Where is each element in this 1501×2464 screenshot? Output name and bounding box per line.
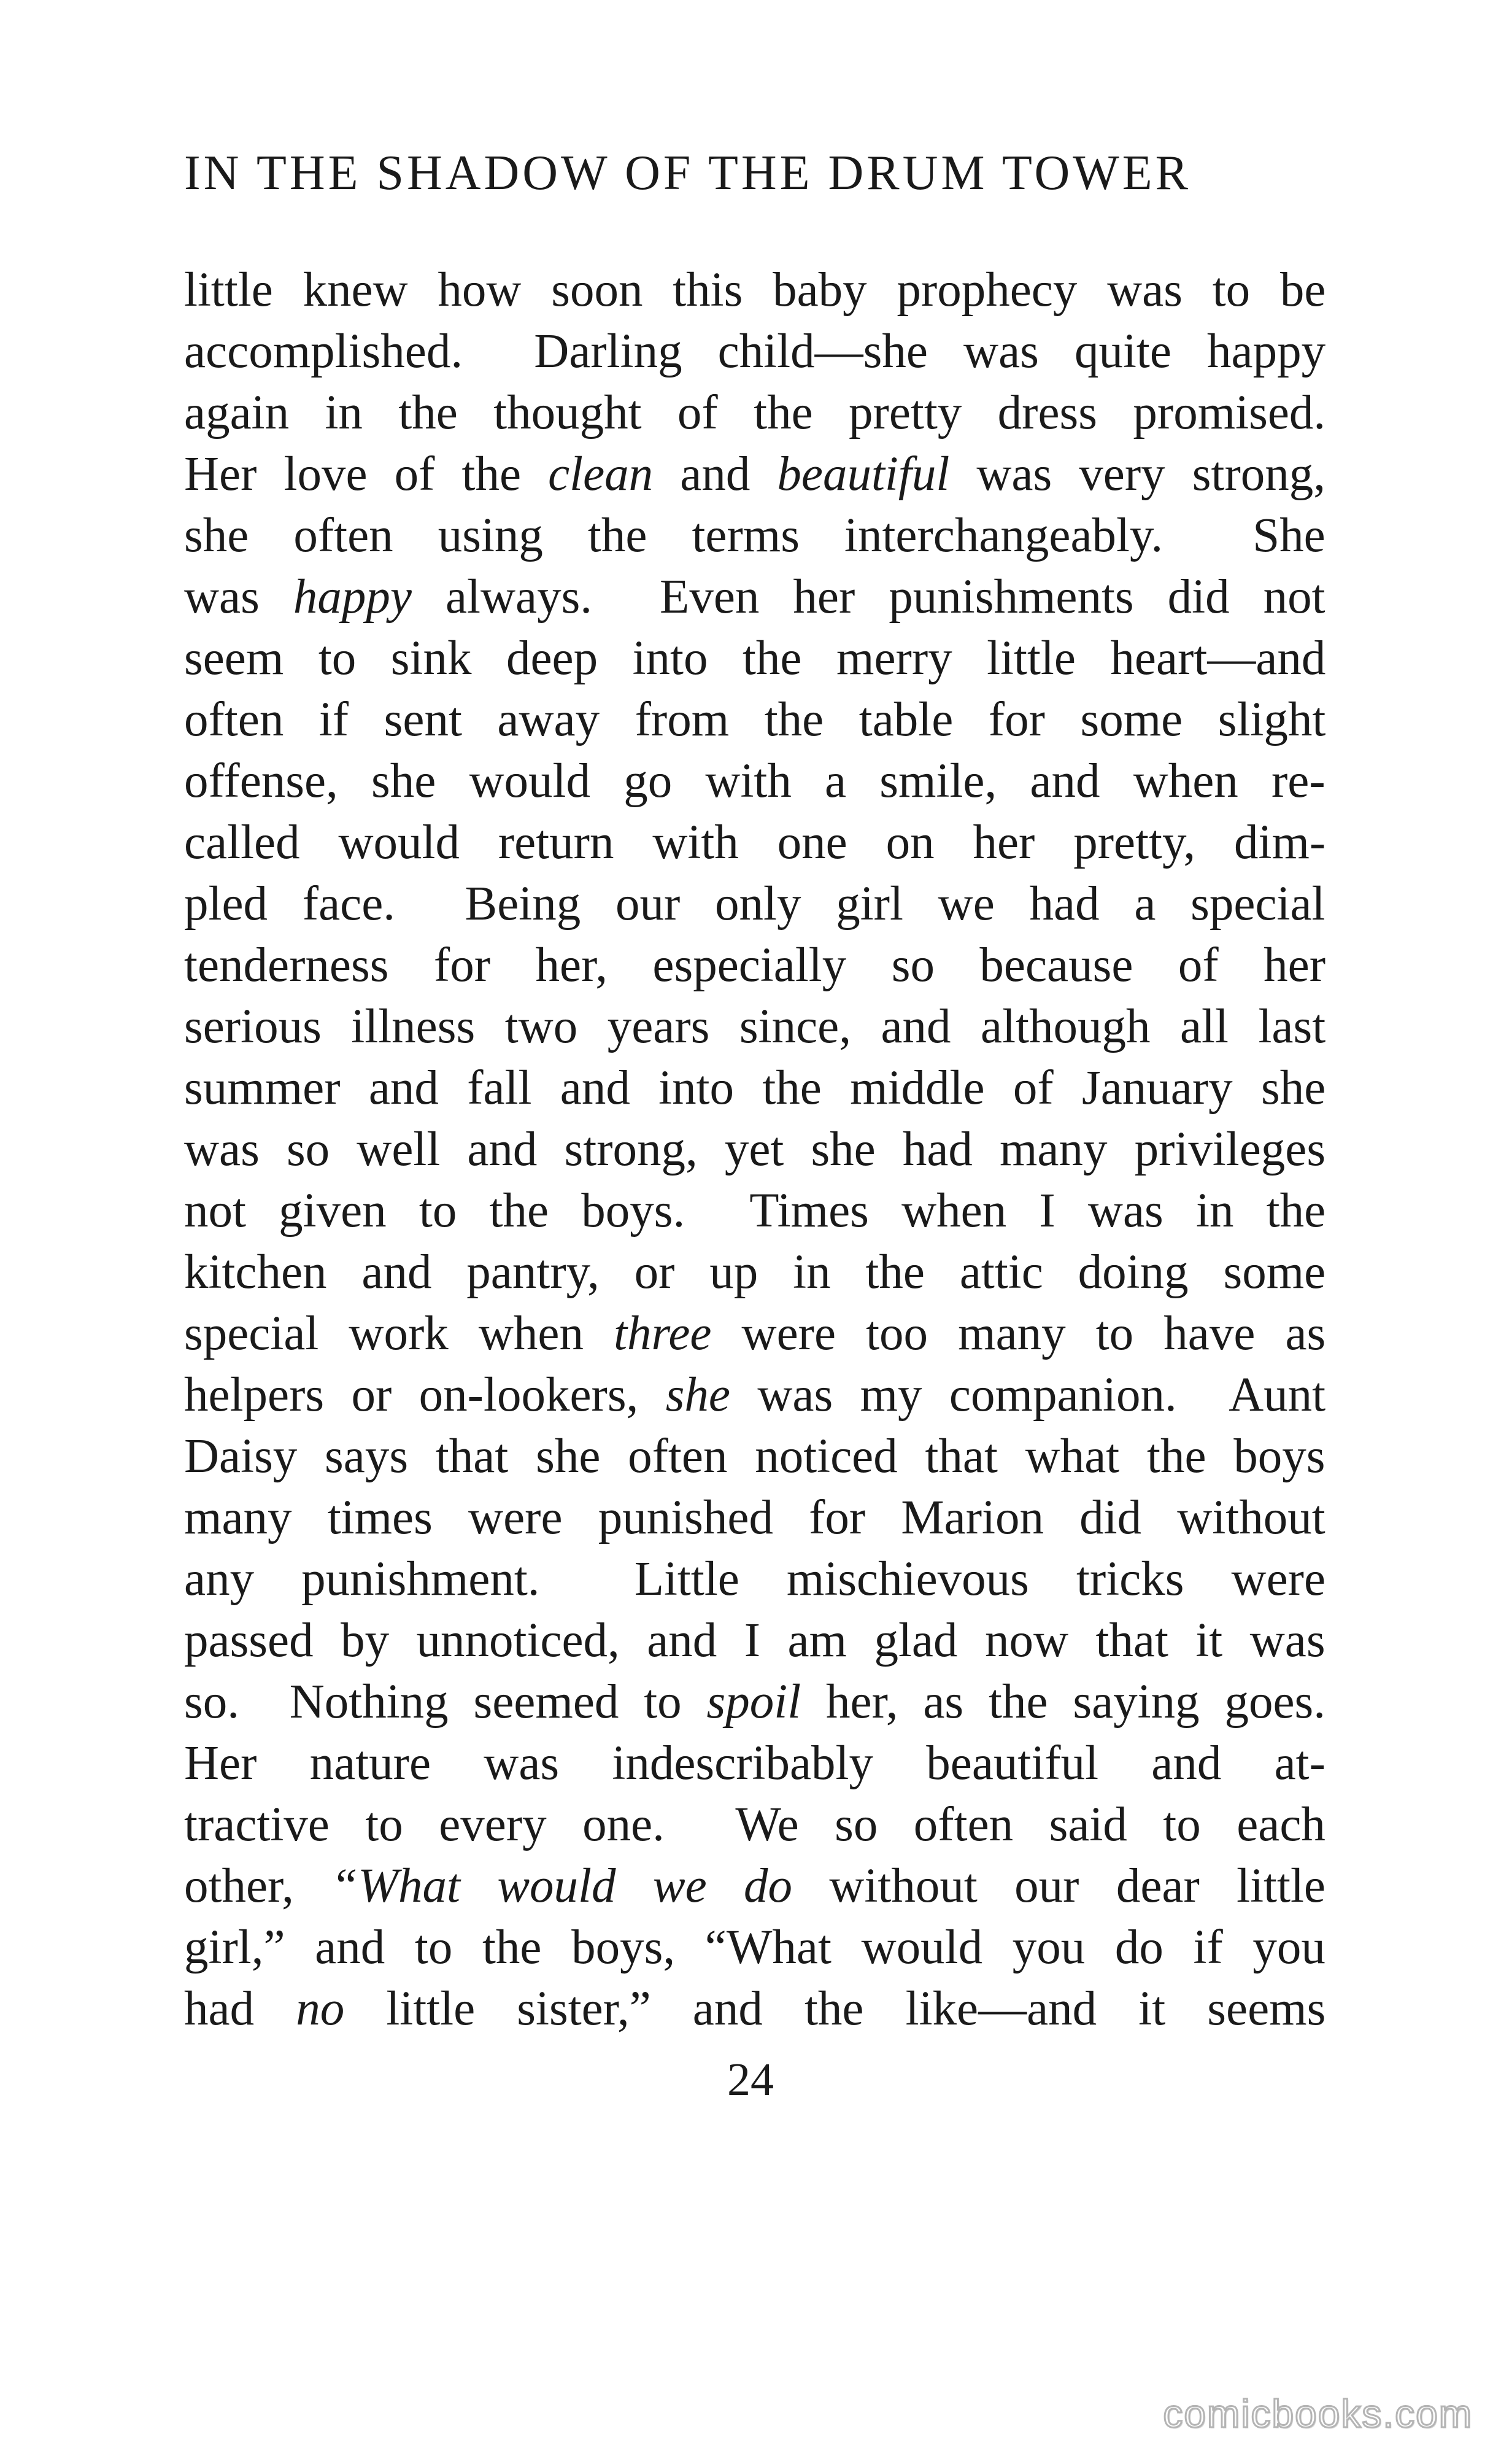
- text-segment: pled face. Being our only girl we had a special: [184, 877, 1325, 931]
- italic-text: clean: [548, 447, 654, 501]
- text-segment: any punishment. Little mischievous tricks were: [184, 1552, 1326, 1606]
- text-line: [184, 1549, 1325, 1610]
- text-line: [184, 382, 1325, 444]
- text-segment: seem to sink deep into the merry little heart—and: [184, 632, 1326, 685]
- text-line: [184, 1672, 1325, 1733]
- text-segment: had: [184, 1982, 296, 2036]
- text-segment: Her love of the: [184, 447, 549, 501]
- text-line: [184, 1733, 1325, 1794]
- italic-text: “What would we do: [331, 1859, 793, 1913]
- text-line: [184, 1917, 1325, 1978]
- text-segment: summer and fall and into the middle of January she: [184, 1061, 1326, 1115]
- text-line: [184, 689, 1325, 751]
- watermark-logo: comicbooks.com: [1163, 2392, 1473, 2436]
- text-line: [184, 628, 1325, 689]
- text-segment: tenderness for her, especially so because of her: [184, 939, 1326, 992]
- text-segment: Her nature was indescribably beautiful and at-: [184, 1737, 1325, 1790]
- text-segment: helpers or on-lookers,: [184, 1368, 666, 1422]
- text-segment: she often using the terms interchangeably. She: [184, 509, 1325, 562]
- running-head: IN THE SHADOW OF THE DRUM TOWER: [184, 146, 1191, 200]
- text-segment: without our dear little: [792, 1859, 1325, 1913]
- italic-text: happy: [293, 570, 412, 624]
- text-line: [184, 1303, 1325, 1365]
- italic-text: beautiful: [777, 447, 950, 501]
- text-line: [184, 321, 1325, 382]
- text-segment: again in the thought of the pretty dress promised.: [184, 386, 1326, 440]
- text-segment: little sister,” and the like—and it seems: [344, 1982, 1326, 2036]
- text-segment: always. Even her punishments did not: [411, 570, 1325, 624]
- text-line: [184, 444, 1325, 505]
- italic-text: three: [614, 1307, 712, 1360]
- text-segment: serious illness two years since, and although all last: [184, 1000, 1326, 1053]
- italic-text: no: [296, 1982, 345, 2036]
- text-line: [184, 1856, 1325, 1917]
- text-segment: special work when: [184, 1307, 614, 1360]
- text-segment: other,: [184, 1859, 331, 1913]
- text-line: [184, 1242, 1325, 1303]
- text-line: [184, 1119, 1325, 1180]
- text-segment: her, as the saying goes.: [801, 1675, 1326, 1729]
- text-line: [184, 1180, 1325, 1242]
- text-segment: called would return with one on her pretty, dim-: [184, 816, 1326, 869]
- text-line: [184, 505, 1325, 567]
- text-segment: passed by unnoticed, and I am glad now that it was: [184, 1614, 1325, 1667]
- text-line: [184, 1426, 1325, 1487]
- text-segment: girl,” and to the boys, “What would you do if you: [184, 1921, 1325, 1974]
- text-line: [184, 751, 1325, 812]
- text-segment: were too many to have as: [711, 1307, 1326, 1360]
- text-line: [184, 1058, 1325, 1119]
- text-segment: was very strong,: [949, 447, 1325, 501]
- italic-text: she: [665, 1368, 730, 1422]
- page-number: 24: [727, 2054, 774, 2106]
- text-segment: and: [653, 447, 778, 501]
- text-line: [184, 874, 1325, 935]
- text-segment: many times were punished for Marion did without: [184, 1491, 1325, 1544]
- text-line: [184, 935, 1325, 996]
- text-line: [184, 812, 1325, 874]
- text-line: [184, 1487, 1325, 1549]
- text-segment: often if sent away from the table for some slight: [184, 693, 1326, 746]
- text-line: [184, 1610, 1325, 1672]
- text-line: [184, 1794, 1325, 1856]
- text-segment: was so well and strong, yet she had many privileges: [184, 1123, 1326, 1176]
- italic-text: spoil: [706, 1675, 801, 1729]
- text-line: [184, 260, 1325, 321]
- text-segment: offense, she would go with a smile, and when re-: [184, 754, 1325, 808]
- text-segment: so. Nothing seemed to: [184, 1675, 707, 1729]
- text-segment: was: [184, 570, 293, 624]
- text-line: [184, 1365, 1325, 1426]
- body-text: [184, 260, 1325, 2040]
- text-segment: was my companion. Aunt: [730, 1368, 1326, 1422]
- text-segment: not given to the boys. Times when I was in the: [184, 1184, 1326, 1238]
- text-line: [184, 996, 1325, 1058]
- text-segment: Daisy says that she often noticed that what the boys: [184, 1430, 1325, 1483]
- text-segment: accomplished. Darling child—she was quite happy: [184, 325, 1326, 378]
- text-segment: kitchen and pantry, or up in the attic doing some: [184, 1246, 1326, 1299]
- text-segment: little knew how soon this baby prophecy was to be: [184, 263, 1326, 317]
- text-segment: tractive to every one. We so often said to each: [184, 1798, 1325, 1851]
- text-line: [184, 1978, 1325, 2040]
- text-line: [184, 567, 1325, 628]
